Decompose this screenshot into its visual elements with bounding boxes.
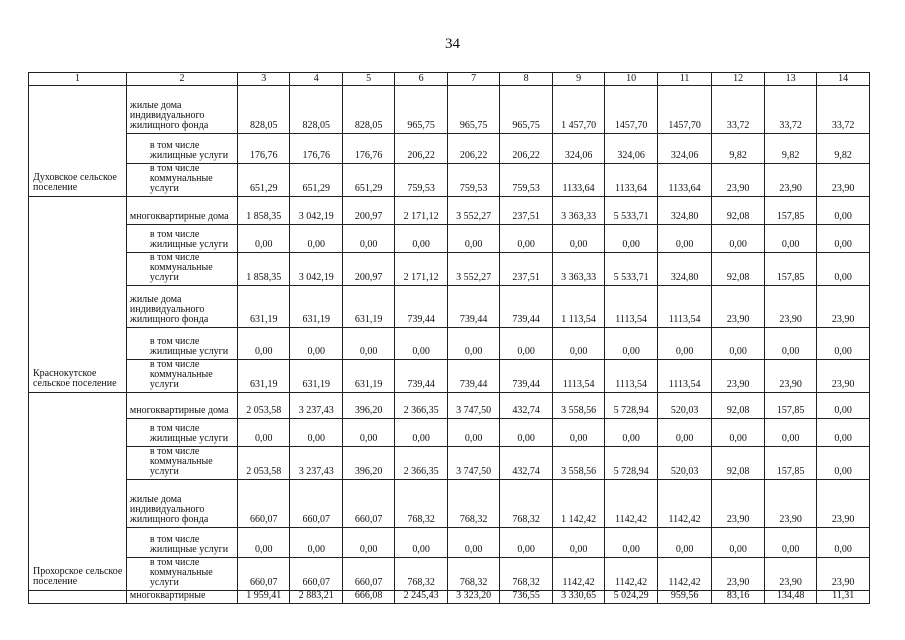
value-cell: 0,00 (764, 328, 816, 360)
value-cell: 0,00 (764, 528, 816, 558)
value-cell: 0,00 (764, 419, 816, 447)
value-cell: 736,55 (500, 591, 552, 604)
value-cell: 3 237,43 (290, 393, 342, 419)
value-cell: 651,29 (237, 164, 289, 197)
value-cell: 33,72 (817, 86, 870, 134)
value-cell: 3 363,33 (552, 197, 604, 225)
housing-category-cell: жилые дома индивидуального жилищного фонда (126, 480, 237, 528)
column-number-cell: 7 (447, 73, 499, 86)
value-cell: 83,16 (712, 591, 764, 604)
value-cell: 631,19 (342, 286, 394, 328)
column-number-cell: 4 (290, 73, 342, 86)
value-cell: 631,19 (290, 286, 342, 328)
value-cell: 200,97 (342, 253, 394, 286)
value-cell: 739,44 (395, 360, 447, 393)
value-cell: 5 533,71 (605, 197, 657, 225)
value-cell: 23,90 (764, 286, 816, 328)
value-cell: 23,90 (817, 360, 870, 393)
value-cell: 23,90 (817, 480, 870, 528)
housing-category-cell: в том числе коммунальные услуги (126, 360, 237, 393)
value-cell: 0,00 (605, 528, 657, 558)
value-cell: 0,00 (342, 225, 394, 253)
value-cell: 759,53 (447, 164, 499, 197)
value-cell: 237,51 (500, 253, 552, 286)
table-row (29, 134, 870, 164)
value-cell: 2 053,58 (237, 393, 289, 419)
value-cell: 2 883,21 (290, 591, 342, 604)
table-row (29, 558, 870, 591)
table-row (29, 286, 870, 328)
value-cell: 1113,54 (657, 360, 712, 393)
value-cell: 631,19 (290, 360, 342, 393)
value-cell: 0,00 (552, 225, 604, 253)
housing-category-cell: многоквартирные дома (126, 393, 237, 419)
table-row (29, 480, 870, 528)
table-row (29, 591, 870, 604)
value-cell: 3 747,50 (447, 447, 499, 480)
value-cell: 3 330,65 (552, 591, 604, 604)
table-row (29, 225, 870, 253)
column-number-row (29, 73, 870, 86)
value-cell: 651,29 (342, 164, 394, 197)
column-number-cell: 9 (552, 73, 604, 86)
housing-category-cell: в том числе коммунальные услуги (126, 447, 237, 480)
value-cell: 3 363,33 (552, 253, 604, 286)
value-cell: 0,00 (290, 225, 342, 253)
value-cell: 33,72 (712, 86, 764, 134)
value-cell: 432,74 (500, 393, 552, 419)
column-number-cell: 8 (500, 73, 552, 86)
value-cell: 0,00 (712, 419, 764, 447)
housing-category-cell: в том числе коммунальные услуги (126, 558, 237, 591)
value-cell: 828,05 (237, 86, 289, 134)
value-cell: 3 552,27 (447, 197, 499, 225)
value-cell: 0,00 (447, 528, 499, 558)
value-cell: 0,00 (290, 419, 342, 447)
value-cell: 5 728,94 (605, 393, 657, 419)
value-cell: 0,00 (605, 419, 657, 447)
value-cell: 3 237,43 (290, 447, 342, 480)
value-cell: 0,00 (657, 419, 712, 447)
value-cell: 324,06 (605, 134, 657, 164)
value-cell: 1142,42 (552, 558, 604, 591)
value-cell: 237,51 (500, 197, 552, 225)
settlement-name-cell (29, 591, 127, 604)
housing-category-cell: многоквартирные (126, 591, 237, 604)
value-cell: 200,97 (342, 197, 394, 225)
housing-category-cell: многоквартирные дома (126, 197, 237, 225)
value-cell: 0,00 (395, 225, 447, 253)
value-cell: 2 171,12 (395, 253, 447, 286)
value-cell: 1133,64 (657, 164, 712, 197)
value-cell: 660,07 (290, 480, 342, 528)
table-row (29, 86, 870, 134)
value-cell: 768,32 (395, 480, 447, 528)
value-cell: 0,00 (817, 225, 870, 253)
value-cell: 3 747,50 (447, 393, 499, 419)
value-cell: 0,00 (817, 447, 870, 480)
value-cell: 0,00 (500, 528, 552, 558)
value-cell: 0,00 (342, 419, 394, 447)
value-cell: 23,90 (712, 164, 764, 197)
table-row (29, 197, 870, 225)
value-cell: 1133,64 (605, 164, 657, 197)
value-cell: 0,00 (552, 419, 604, 447)
value-cell: 0,00 (500, 225, 552, 253)
value-cell: 3 552,27 (447, 253, 499, 286)
value-cell: 0,00 (712, 528, 764, 558)
value-cell: 0,00 (817, 328, 870, 360)
value-cell: 0,00 (605, 328, 657, 360)
value-cell: 23,90 (712, 480, 764, 528)
value-cell: 1113,54 (552, 360, 604, 393)
column-number-cell: 6 (395, 73, 447, 86)
value-cell: 0,00 (447, 225, 499, 253)
column-number-cell: 3 (237, 73, 289, 86)
housing-category-cell: жилые дома индивидуального жилищного фонда (126, 86, 237, 134)
value-cell: 631,19 (237, 360, 289, 393)
value-cell: 0,00 (657, 528, 712, 558)
column-number-cell: 1 (29, 73, 127, 86)
value-cell: 660,07 (237, 480, 289, 528)
value-cell: 23,90 (712, 286, 764, 328)
value-cell: 739,44 (500, 286, 552, 328)
value-cell: 324,06 (657, 134, 712, 164)
value-cell: 828,05 (290, 86, 342, 134)
value-cell: 828,05 (342, 86, 394, 134)
value-cell: 1 113,54 (552, 286, 604, 328)
value-cell: 768,32 (395, 558, 447, 591)
value-cell: 2 171,12 (395, 197, 447, 225)
housing-category-cell: в том числе жилищные услуги (126, 134, 237, 164)
value-cell: 1 457,70 (552, 86, 604, 134)
value-cell: 768,32 (447, 480, 499, 528)
value-cell: 660,07 (290, 558, 342, 591)
value-cell: 2 366,35 (395, 447, 447, 480)
table-row (29, 393, 870, 419)
column-number-cell: 2 (126, 73, 237, 86)
value-cell: 0,00 (817, 419, 870, 447)
column-number-cell: 14 (817, 73, 870, 86)
value-cell: 396,20 (342, 393, 394, 419)
value-cell: 134,48 (764, 591, 816, 604)
value-cell: 0,00 (657, 328, 712, 360)
value-cell: 739,44 (447, 360, 499, 393)
value-cell: 324,80 (657, 253, 712, 286)
value-cell: 9,82 (712, 134, 764, 164)
value-cell: 0,00 (237, 419, 289, 447)
value-cell: 23,90 (764, 558, 816, 591)
value-cell: 157,85 (764, 197, 816, 225)
housing-category-cell: жилые дома индивидуального жилищного фонда (126, 286, 237, 328)
value-cell: 660,07 (342, 480, 394, 528)
value-cell: 631,19 (237, 286, 289, 328)
value-cell: 0,00 (657, 225, 712, 253)
value-cell: 324,06 (552, 134, 604, 164)
value-cell: 1142,42 (657, 480, 712, 528)
housing-category-cell: в том числе жилищные услуги (126, 419, 237, 447)
value-cell: 0,00 (395, 419, 447, 447)
value-cell: 0,00 (290, 528, 342, 558)
value-cell: 965,75 (447, 86, 499, 134)
value-cell: 520,03 (657, 393, 712, 419)
value-cell: 666,08 (342, 591, 394, 604)
value-cell: 0,00 (552, 328, 604, 360)
value-cell: 23,90 (817, 164, 870, 197)
value-cell: 176,76 (237, 134, 289, 164)
housing-category-cell: в том числе коммунальные услуги (126, 253, 237, 286)
value-cell: 23,90 (712, 558, 764, 591)
value-cell: 157,85 (764, 393, 816, 419)
value-cell: 0,00 (500, 419, 552, 447)
value-cell: 3 323,20 (447, 591, 499, 604)
value-cell: 768,32 (500, 480, 552, 528)
value-cell: 0,00 (712, 328, 764, 360)
value-cell: 739,44 (500, 360, 552, 393)
column-number-cell: 12 (712, 73, 764, 86)
value-cell: 759,53 (395, 164, 447, 197)
table-row (29, 419, 870, 447)
value-cell: 1113,54 (605, 360, 657, 393)
column-number-cell: 13 (764, 73, 816, 86)
value-cell: 11,31 (817, 591, 870, 604)
settlement-name-cell: Прохорское сельское поселение (29, 393, 127, 591)
housing-category-cell: в том числе жилищные услуги (126, 528, 237, 558)
value-cell: 206,22 (395, 134, 447, 164)
value-cell: 0,00 (605, 225, 657, 253)
value-cell: 0,00 (395, 528, 447, 558)
value-cell: 0,00 (342, 328, 394, 360)
settlement-name-cell: Духовское сельское поселение (29, 86, 127, 197)
value-cell: 1113,54 (605, 286, 657, 328)
value-cell: 3 042,19 (290, 197, 342, 225)
value-cell: 1113,54 (657, 286, 712, 328)
value-cell: 0,00 (817, 393, 870, 419)
value-cell: 1142,42 (605, 558, 657, 591)
table-row (29, 447, 870, 480)
value-cell: 1 142,42 (552, 480, 604, 528)
value-cell: 0,00 (237, 225, 289, 253)
table-row (29, 360, 870, 393)
value-cell: 0,00 (447, 328, 499, 360)
value-cell: 660,07 (237, 558, 289, 591)
value-cell: 23,90 (817, 286, 870, 328)
housing-category-cell: в том числе жилищные услуги (126, 328, 237, 360)
value-cell: 0,00 (237, 328, 289, 360)
value-cell: 0,00 (342, 528, 394, 558)
value-cell: 660,07 (342, 558, 394, 591)
value-cell: 176,76 (290, 134, 342, 164)
table-row (29, 328, 870, 360)
value-cell: 3 558,56 (552, 447, 604, 480)
value-cell: 23,90 (764, 164, 816, 197)
value-cell: 965,75 (500, 86, 552, 134)
value-cell: 92,08 (712, 393, 764, 419)
value-cell: 23,90 (712, 360, 764, 393)
value-cell: 23,90 (817, 558, 870, 591)
value-cell: 3 042,19 (290, 253, 342, 286)
column-number-cell: 11 (657, 73, 712, 86)
housing-category-cell: в том числе коммунальные услуги (126, 164, 237, 197)
value-cell: 768,32 (500, 558, 552, 591)
value-cell: 0,00 (447, 419, 499, 447)
value-cell: 157,85 (764, 447, 816, 480)
value-cell: 0,00 (817, 253, 870, 286)
value-cell: 631,19 (342, 360, 394, 393)
value-cell: 206,22 (447, 134, 499, 164)
value-cell: 0,00 (817, 528, 870, 558)
value-cell: 739,44 (447, 286, 499, 328)
value-cell: 0,00 (290, 328, 342, 360)
table-row (29, 164, 870, 197)
value-cell: 157,85 (764, 253, 816, 286)
value-cell: 5 024,29 (605, 591, 657, 604)
value-cell: 2 245,43 (395, 591, 447, 604)
table-row (29, 528, 870, 558)
value-cell: 0,00 (764, 225, 816, 253)
value-cell: 92,08 (712, 253, 764, 286)
table-row (29, 253, 870, 286)
value-cell: 2 053,58 (237, 447, 289, 480)
value-cell: 1142,42 (657, 558, 712, 591)
value-cell: 92,08 (712, 447, 764, 480)
value-cell: 5 728,94 (605, 447, 657, 480)
tariff-table (28, 72, 870, 604)
value-cell: 1457,70 (657, 86, 712, 134)
value-cell: 965,75 (395, 86, 447, 134)
value-cell: 0,00 (395, 328, 447, 360)
value-cell: 9,82 (817, 134, 870, 164)
value-cell: 0,00 (712, 225, 764, 253)
value-cell: 23,90 (764, 360, 816, 393)
value-cell: 651,29 (290, 164, 342, 197)
column-number-cell: 5 (342, 73, 394, 86)
value-cell: 1 959,41 (237, 591, 289, 604)
value-cell: 0,00 (500, 328, 552, 360)
value-cell: 206,22 (500, 134, 552, 164)
value-cell: 3 558,56 (552, 393, 604, 419)
value-cell: 23,90 (764, 480, 816, 528)
value-cell: 432,74 (500, 447, 552, 480)
column-number-cell: 10 (605, 73, 657, 86)
value-cell: 0,00 (237, 528, 289, 558)
value-cell: 759,53 (500, 164, 552, 197)
value-cell: 0,00 (817, 197, 870, 225)
value-cell: 1142,42 (605, 480, 657, 528)
value-cell: 33,72 (764, 86, 816, 134)
value-cell: 0,00 (552, 528, 604, 558)
value-cell: 324,80 (657, 197, 712, 225)
housing-category-cell: в том числе жилищные услуги (126, 225, 237, 253)
value-cell: 92,08 (712, 197, 764, 225)
value-cell: 1 858,35 (237, 197, 289, 225)
value-cell: 2 366,35 (395, 393, 447, 419)
settlement-name-cell: Краснокутское сельское поселение (29, 197, 127, 393)
value-cell: 768,32 (447, 558, 499, 591)
value-cell: 396,20 (342, 447, 394, 480)
value-cell: 1457,70 (605, 86, 657, 134)
value-cell: 520,03 (657, 447, 712, 480)
value-cell: 739,44 (395, 286, 447, 328)
value-cell: 9,82 (764, 134, 816, 164)
value-cell: 1133,64 (552, 164, 604, 197)
value-cell: 1 858,35 (237, 253, 289, 286)
value-cell: 176,76 (342, 134, 394, 164)
value-cell: 5 533,71 (605, 253, 657, 286)
page-number: 34 (445, 36, 460, 52)
value-cell: 959,56 (657, 591, 712, 604)
